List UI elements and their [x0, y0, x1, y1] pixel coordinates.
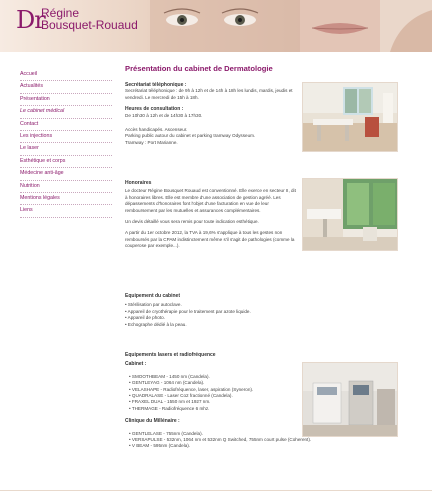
access-line-2: Parking public autour du cabinet et parking tramway Odysseum.	[125, 133, 256, 139]
office-photo-2	[302, 178, 398, 251]
list-item: • V BEAM - 595nm (Candela).	[129, 443, 355, 449]
fees-paragraph-1: Le docteur Régine Bousquet Rouaud est conventionné. Elle exerce en secteur II, dit à honoraires libres. Elle est membre d'une association de gestion agréé. Les dépassements d'honoraires font l'objet d'une facturation en vue de leur remboursement par les mutuelles et assurances complémentaires.	[125, 188, 296, 213]
list-item: • Echographe dédié à la peau.	[125, 322, 297, 328]
fees-paragraph-3: A partir du 1er octobre 2012, la TVA à 19,6% s'applique à tous les gestes non remboursés par la CPAM indistinctement même s'il s'agit de pathologies (comme la couperose par exemple...).	[125, 230, 295, 249]
sidebar-item-presentation[interactable]: Présentation	[20, 94, 112, 106]
page-title: Présentation du cabinet de Dermatologie	[125, 64, 273, 73]
list-item: • QUADRALASE - Laser Co2 fractionné (Candela).	[129, 393, 355, 399]
site-header	[0, 0, 432, 52]
sidebar-item-actualites[interactable]: Actualités	[20, 81, 112, 93]
cabinet-label: Cabinet :	[125, 361, 147, 368]
list-item: • VELASHAPE - Radiofréquence, laser, aspiration (Syneron).	[129, 387, 355, 393]
contact-info-block	[125, 82, 297, 149]
laser-equipment-image	[303, 363, 398, 437]
fees-block	[125, 180, 297, 253]
fees-heading: Honoraires	[125, 180, 152, 186]
sidebar-item-liens[interactable]: Liens	[20, 205, 112, 217]
office-desk-image	[303, 83, 398, 152]
secretariat-text: Secrétariat téléphonique : de 9h à 12h et de 14h à 18h les lundis, mardis, jeudis et vendredi. Le mercredi de 15h à 18h.	[125, 88, 293, 100]
hours-heading: Heures de consultation :	[125, 106, 184, 113]
list-item: • VERSAPULSE - 532nm, 1064 nm et 532nm Q Switched, 755nm court pulse (Coherent).	[129, 437, 355, 443]
logo-name[interactable]	[41, 7, 138, 31]
sidebar-item-esthetique[interactable]: Esthétique et corps	[20, 156, 112, 168]
list-item: • GENTLELASE - 755nm (Candela).	[129, 431, 355, 437]
list-item: • Stérilisation par autoclave.	[125, 302, 297, 308]
footer-divider	[0, 490, 432, 491]
list-item: • THERMAGE - Radiofréquence 6 mhz.	[129, 406, 355, 412]
list-item: • GENTLEYAG - 1064 nm (Candela).	[129, 380, 355, 386]
list-item: • Appareil de photo.	[125, 315, 297, 321]
office-photo-3	[302, 362, 398, 437]
sidebar-item-accueil[interactable]: Accueil	[20, 69, 112, 81]
sidebar-item-anti-age[interactable]: Médecine anti-âge	[20, 168, 112, 180]
sidebar-item-nutrition[interactable]: Nutrition	[20, 181, 112, 193]
logo-line-2: Bousquet-Rouaud	[41, 18, 138, 32]
sidebar-item-cabinet-medical[interactable]: Le cabinet médical	[20, 106, 112, 118]
access-line-1: Accès handicapés. Ascenseur.	[125, 127, 188, 133]
fees-paragraph-2: Un devis détaillé vous sera remis pour toute indication esthétique.	[125, 219, 259, 225]
hours-text: De 10h30 à 12h et de 14h30 à 17h30.	[125, 112, 203, 118]
logo-line-1: Régine	[41, 6, 80, 20]
sidebar-item-mentions[interactable]: Mentions légales	[20, 193, 112, 205]
equipment-heading: Equipement du cabinet	[125, 293, 181, 299]
treatment-room-image	[303, 179, 398, 251]
sidebar-nav	[20, 69, 112, 218]
office-photo-1	[302, 82, 398, 152]
list-item: • SMOOTHBEAM - 1450 nm (Candela).	[129, 374, 355, 380]
sidebar-item-laser[interactable]: Le laser	[20, 143, 112, 155]
sidebar-item-injections[interactable]: Les injections	[20, 131, 112, 143]
sidebar-item-contact[interactable]: Contact	[20, 119, 112, 131]
clinique-label: Clinique du Millénaire :	[125, 418, 180, 425]
list-item: • FRAXEL DUAL - 1550 nm et 1927 nm.	[129, 399, 355, 405]
lasers-heading: Equipements lasers et radiofréquence	[125, 352, 216, 358]
equipment-list	[125, 302, 297, 328]
access-line-3: Tramway : Port Marianne.	[125, 139, 178, 145]
secretariat-heading: Secrétariat téléphonique :	[125, 82, 187, 88]
logo-prefix: Dr	[16, 6, 45, 34]
equipment-block	[125, 293, 297, 328]
list-item: • Appareil de cryothérapie pour le traitement par azote liquide.	[125, 309, 297, 315]
